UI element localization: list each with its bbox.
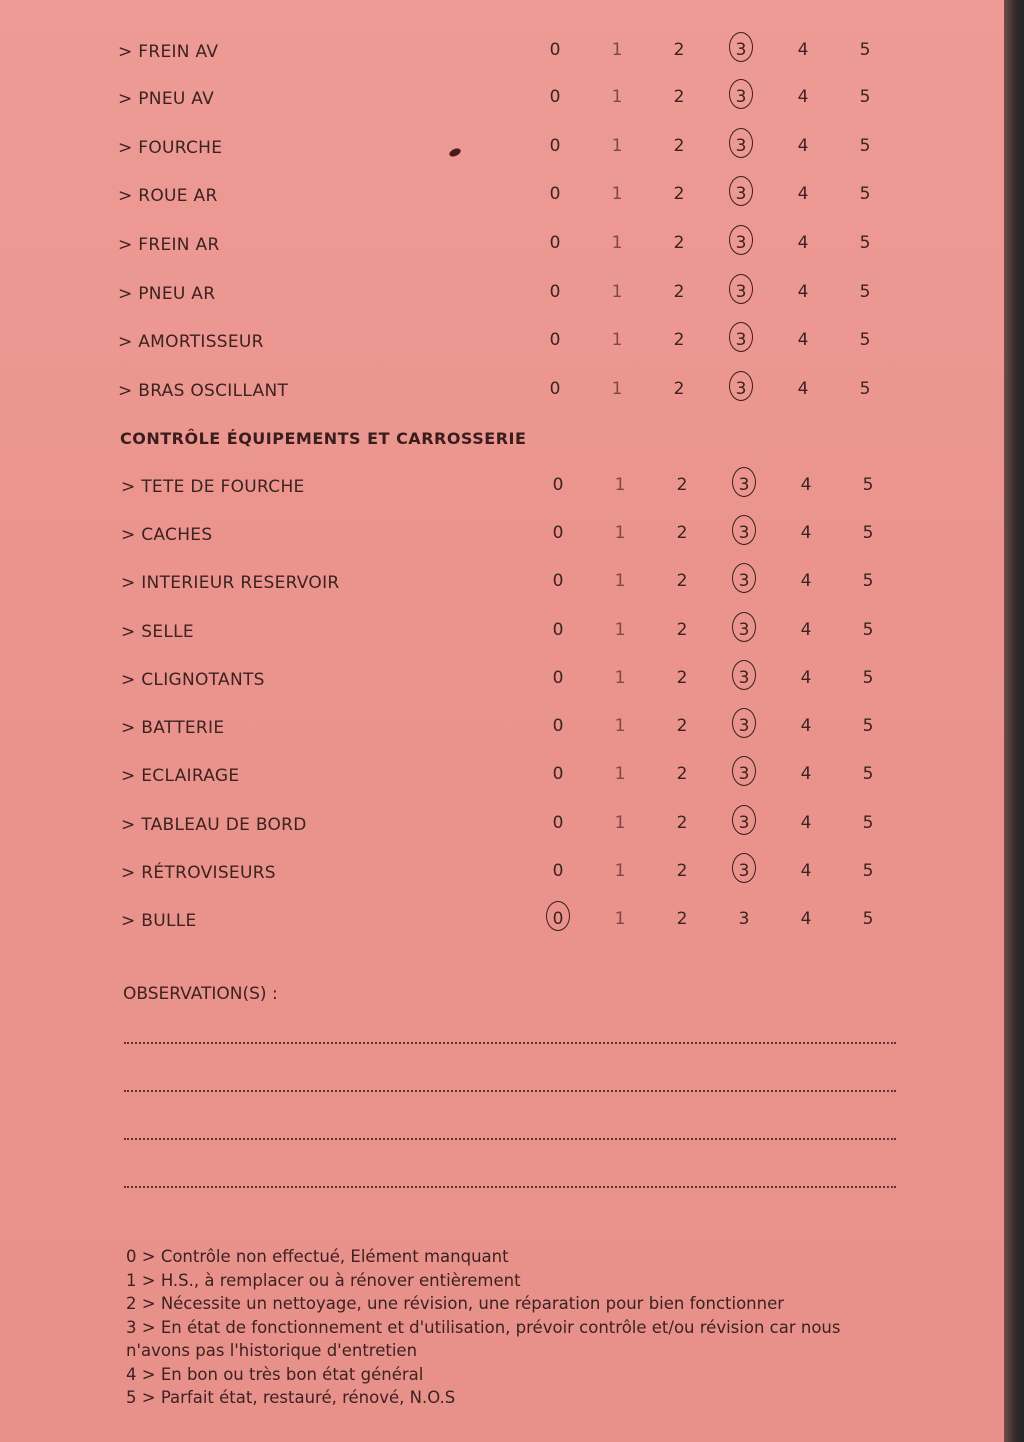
score-value: 4 — [800, 861, 812, 881]
score-value: 4 — [800, 909, 812, 929]
score-option-3[interactable] — [734, 475, 754, 495]
checklist-row — [0, 477, 1004, 517]
score-option-5[interactable] — [858, 571, 878, 591]
score-option-0[interactable] — [548, 523, 568, 543]
observation-line[interactable] — [124, 1186, 896, 1188]
score-option-1[interactable] — [610, 571, 630, 591]
checklist-row — [0, 815, 1004, 855]
checklist-row — [0, 863, 1004, 903]
score-value: 2 — [676, 813, 688, 833]
score-value: 4 — [797, 233, 809, 253]
selected-circle — [732, 756, 756, 786]
score-option-0[interactable] — [545, 233, 565, 253]
score-option-3[interactable] — [731, 87, 751, 107]
score-value: 4 — [800, 475, 812, 495]
score-option-1[interactable] — [607, 40, 627, 60]
score-option-1[interactable] — [610, 813, 630, 833]
score-value: 3 — [738, 571, 750, 591]
observation-line[interactable] — [124, 1042, 896, 1044]
selected-circle — [732, 660, 756, 690]
score-value: 3 — [738, 909, 750, 929]
score-option-0[interactable] — [548, 620, 568, 640]
score-option-4[interactable] — [793, 87, 813, 107]
score-value: 1 — [614, 571, 626, 591]
score-value: 2 — [676, 620, 688, 640]
checklist-row — [0, 718, 1004, 758]
score-option-4[interactable] — [793, 379, 813, 399]
score-value: 2 — [673, 136, 685, 156]
score-option-0[interactable] — [545, 136, 565, 156]
selected-circle — [729, 176, 753, 206]
score-value: 2 — [673, 330, 685, 350]
row-label: > FREIN AR — [118, 235, 220, 255]
score-value: 3 — [735, 40, 747, 60]
score-value: 0 — [552, 668, 564, 688]
score-value: 5 — [862, 571, 874, 591]
checklist-row — [0, 766, 1004, 806]
score-value: 5 — [862, 813, 874, 833]
score-option-0[interactable] — [548, 813, 568, 833]
observation-line[interactable] — [124, 1138, 896, 1140]
score-value: 1 — [614, 861, 626, 881]
score-value: 3 — [735, 330, 747, 350]
score-option-0[interactable] — [548, 475, 568, 495]
score-option-5[interactable] — [855, 136, 875, 156]
score-value: 5 — [862, 861, 874, 881]
score-option-2[interactable] — [669, 233, 689, 253]
score-value: 3 — [735, 379, 747, 399]
scale-legend — [126, 1245, 896, 1410]
score-option-2[interactable] — [669, 379, 689, 399]
legend-item-0: 0 > Contrôle non effectué, Elément manquant — [126, 1247, 509, 1266]
score-value: 1 — [611, 184, 623, 204]
score-value: 5 — [859, 379, 871, 399]
score-option-2[interactable] — [669, 40, 689, 60]
score-option-2[interactable] — [669, 184, 689, 204]
score-option-5[interactable] — [855, 379, 875, 399]
score-value: 2 — [676, 764, 688, 784]
score-option-2[interactable] — [672, 861, 692, 881]
score-value: 0 — [549, 40, 561, 60]
score-value: 4 — [797, 330, 809, 350]
selected-circle — [732, 467, 756, 497]
score-option-4[interactable] — [793, 233, 813, 253]
score-option-3[interactable] — [731, 184, 751, 204]
selected-circle — [729, 322, 753, 352]
observations-label: OBSERVATION(S) : — [123, 984, 278, 1004]
score-value: 5 — [859, 136, 871, 156]
score-option-4[interactable] — [796, 475, 816, 495]
score-value: 1 — [614, 620, 626, 640]
score-option-0[interactable] — [545, 379, 565, 399]
row-label: > RÉTROVISEURS — [121, 863, 276, 883]
score-value: 5 — [859, 40, 871, 60]
score-value: 2 — [673, 87, 685, 107]
score-value: 3 — [735, 282, 747, 302]
selected-circle — [732, 515, 756, 545]
score-value: 3 — [735, 184, 747, 204]
score-option-1[interactable] — [610, 475, 630, 495]
score-value: 2 — [676, 861, 688, 881]
checklist-row — [0, 332, 1004, 372]
score-option-5[interactable] — [855, 233, 875, 253]
score-value: 3 — [735, 233, 747, 253]
score-value: 5 — [862, 523, 874, 543]
score-value: 3 — [738, 861, 750, 881]
score-option-1[interactable] — [610, 909, 630, 929]
score-value: 0 — [549, 136, 561, 156]
score-value: 4 — [800, 764, 812, 784]
row-label: > ECLAIRAGE — [121, 766, 240, 786]
row-label: > PNEU AV — [118, 89, 215, 109]
checklist-row — [0, 42, 1004, 82]
score-value: 3 — [738, 523, 750, 543]
score-option-5[interactable] — [858, 668, 878, 688]
score-option-5[interactable] — [855, 330, 875, 350]
score-value: 5 — [859, 330, 871, 350]
row-label: > FOURCHE — [118, 138, 223, 158]
score-value: 3 — [735, 136, 747, 156]
score-value: 2 — [673, 40, 685, 60]
row-label: > INTERIEUR RESERVOIR — [121, 573, 340, 593]
score-value: 0 — [552, 620, 564, 640]
score-option-3[interactable] — [731, 330, 751, 350]
row-label: > FREIN AV — [118, 42, 219, 62]
score-value: 5 — [859, 87, 871, 107]
score-option-4[interactable] — [793, 136, 813, 156]
score-option-5[interactable] — [855, 184, 875, 204]
score-value: 3 — [735, 87, 747, 107]
score-option-5[interactable] — [858, 813, 878, 833]
checklist-row — [0, 573, 1004, 613]
score-option-5[interactable] — [858, 764, 878, 784]
score-option-3[interactable] — [731, 233, 751, 253]
score-option-5[interactable] — [858, 523, 878, 543]
score-value: 0 — [552, 475, 564, 495]
score-value: 2 — [673, 282, 685, 302]
score-option-2[interactable] — [669, 330, 689, 350]
score-option-2[interactable] — [672, 523, 692, 543]
score-option-4[interactable] — [796, 668, 816, 688]
score-value: 5 — [862, 764, 874, 784]
score-value: 2 — [676, 523, 688, 543]
score-value: 0 — [549, 379, 561, 399]
score-value: 4 — [797, 136, 809, 156]
score-option-4[interactable] — [793, 40, 813, 60]
score-value: 4 — [800, 571, 812, 591]
score-value: 1 — [614, 716, 626, 736]
score-option-0[interactable] — [548, 764, 568, 784]
score-option-2[interactable] — [669, 282, 689, 302]
score-option-0[interactable] — [545, 87, 565, 107]
score-value: 0 — [552, 523, 564, 543]
score-option-0[interactable] — [548, 716, 568, 736]
score-option-3[interactable] — [731, 282, 751, 302]
score-value: 0 — [552, 813, 564, 833]
row-label: > BULLE — [121, 911, 197, 931]
checklist-row — [0, 186, 1004, 226]
score-value: 4 — [800, 523, 812, 543]
score-value: 4 — [800, 813, 812, 833]
score-option-5[interactable] — [858, 475, 878, 495]
selected-circle — [732, 612, 756, 642]
score-value: 3 — [738, 813, 750, 833]
score-value: 1 — [611, 330, 623, 350]
score-option-2[interactable] — [672, 571, 692, 591]
selected-circle — [729, 128, 753, 158]
score-option-1[interactable] — [607, 136, 627, 156]
score-value: 3 — [738, 716, 750, 736]
section-title: CONTRÔLE ÉQUIPEMENTS ET CARROSSERIE — [120, 429, 527, 448]
checklist-row — [0, 622, 1004, 662]
score-option-1[interactable] — [610, 620, 630, 640]
score-value: 5 — [862, 909, 874, 929]
row-label: > SELLE — [121, 622, 194, 642]
score-option-5[interactable] — [855, 87, 875, 107]
score-option-4[interactable] — [796, 620, 816, 640]
row-label: > AMORTISSEUR — [118, 332, 264, 352]
score-value: 4 — [797, 379, 809, 399]
score-option-2[interactable] — [669, 136, 689, 156]
legend-item-3: 3 > En état de fonctionnement et d'utilisation, prévoir contrôle et/ou révision car nous n'avons pas l'historique d'entretien — [126, 1317, 841, 1360]
score-option-5[interactable] — [858, 716, 878, 736]
selected-circle — [729, 79, 753, 109]
score-value: 3 — [738, 620, 750, 640]
selected-circle — [729, 274, 753, 304]
selected-circle — [729, 32, 753, 62]
score-option-2[interactable] — [672, 764, 692, 784]
score-option-2[interactable] — [672, 909, 692, 929]
score-value: 0 — [549, 184, 561, 204]
score-option-3[interactable] — [734, 813, 754, 833]
score-option-3[interactable] — [731, 40, 751, 60]
legend-item-2: 2 > Nécessite un nettoyage, une révision, une réparation pour bien fonctionner — [126, 1294, 785, 1313]
row-label: > TABLEAU DE BORD — [121, 815, 307, 835]
score-value: 1 — [611, 282, 623, 302]
score-option-0[interactable] — [548, 668, 568, 688]
score-value: 1 — [611, 233, 623, 253]
score-option-4[interactable] — [793, 330, 813, 350]
score-value: 2 — [673, 379, 685, 399]
score-option-3[interactable] — [731, 379, 751, 399]
score-value: 0 — [549, 282, 561, 302]
score-option-2[interactable] — [672, 668, 692, 688]
score-option-1[interactable] — [607, 379, 627, 399]
checklist-row — [0, 911, 1004, 951]
score-value: 4 — [797, 184, 809, 204]
score-value: 5 — [862, 668, 874, 688]
score-value: 5 — [862, 620, 874, 640]
score-value: 0 — [549, 233, 561, 253]
score-value: 4 — [797, 40, 809, 60]
score-value: 1 — [611, 40, 623, 60]
row-label: > PNEU AR — [118, 284, 216, 304]
score-value: 3 — [738, 668, 750, 688]
score-option-5[interactable] — [855, 40, 875, 60]
score-value: 1 — [614, 523, 626, 543]
score-option-5[interactable] — [855, 282, 875, 302]
row-label: > TETE DE FOURCHE — [121, 477, 305, 497]
score-option-0[interactable] — [545, 40, 565, 60]
score-value: 0 — [552, 716, 564, 736]
score-option-4[interactable] — [796, 571, 816, 591]
checklist-row — [0, 381, 1004, 421]
score-option-1[interactable] — [610, 716, 630, 736]
selected-circle — [729, 371, 753, 401]
score-option-4[interactable] — [796, 861, 816, 881]
score-option-3[interactable] — [734, 668, 754, 688]
score-option-3[interactable] — [734, 764, 754, 784]
score-option-5[interactable] — [858, 861, 878, 881]
selected-circle — [732, 708, 756, 738]
score-value: 4 — [800, 716, 812, 736]
legend-item-5: 5 > Parfait état, restauré, rénové, N.O.S — [126, 1388, 456, 1407]
score-option-4[interactable] — [796, 523, 816, 543]
legend-item-1: 1 > H.S., à remplacer ou à rénover entièrement — [126, 1270, 521, 1290]
score-value: 0 — [549, 87, 561, 107]
checklist-row — [0, 89, 1004, 129]
score-value: 0 — [552, 861, 564, 881]
checklist-row — [0, 525, 1004, 565]
score-value: 4 — [797, 87, 809, 107]
selected-circle — [732, 805, 756, 835]
score-option-4[interactable] — [793, 282, 813, 302]
score-option-4[interactable] — [796, 909, 816, 929]
score-option-3[interactable] — [734, 909, 754, 929]
score-value: 1 — [614, 668, 626, 688]
score-option-3[interactable] — [734, 620, 754, 640]
row-label: > BRAS OSCILLANT — [118, 381, 289, 401]
score-value: 2 — [673, 233, 685, 253]
score-value: 4 — [797, 282, 809, 302]
row-label: > CLIGNOTANTS — [121, 670, 265, 690]
score-value: 1 — [614, 475, 626, 495]
score-value: 0 — [549, 330, 561, 350]
score-option-2[interactable] — [672, 620, 692, 640]
checklist-row — [0, 138, 1004, 178]
score-option-2[interactable] — [672, 813, 692, 833]
score-option-0[interactable] — [548, 571, 568, 591]
score-value: 4 — [800, 620, 812, 640]
observation-line[interactable] — [124, 1090, 896, 1092]
score-option-1[interactable] — [610, 861, 630, 881]
score-value: 2 — [673, 184, 685, 204]
score-value: 5 — [862, 475, 874, 495]
score-option-0[interactable] — [545, 282, 565, 302]
score-value: 2 — [676, 668, 688, 688]
selected-circle — [729, 225, 753, 255]
score-option-1[interactable] — [610, 523, 630, 543]
score-value: 1 — [611, 87, 623, 107]
score-option-3[interactable] — [731, 136, 751, 156]
score-value: 1 — [614, 764, 626, 784]
score-option-1[interactable] — [607, 87, 627, 107]
selected-circle — [732, 563, 756, 593]
score-option-3[interactable] — [734, 716, 754, 736]
score-option-0[interactable] — [545, 184, 565, 204]
score-value: 5 — [859, 233, 871, 253]
score-option-5[interactable] — [858, 620, 878, 640]
score-option-1[interactable] — [607, 282, 627, 302]
score-value: 5 — [859, 282, 871, 302]
row-label: > CACHES — [121, 525, 213, 545]
row-label: > ROUE AR — [118, 186, 218, 206]
score-option-0[interactable] — [545, 330, 565, 350]
selected-circle — [546, 901, 570, 931]
score-option-3[interactable] — [734, 523, 754, 543]
score-value: 2 — [676, 475, 688, 495]
score-option-1[interactable] — [607, 184, 627, 204]
score-option-2[interactable] — [672, 716, 692, 736]
score-option-1[interactable] — [607, 330, 627, 350]
score-option-1[interactable] — [610, 764, 630, 784]
score-value: 2 — [676, 571, 688, 591]
score-option-5[interactable] — [858, 909, 878, 929]
legend-item-4: 4 > En bon ou très bon état général — [126, 1364, 424, 1384]
score-value: 2 — [676, 716, 688, 736]
score-value: 5 — [862, 716, 874, 736]
score-value: 1 — [611, 136, 623, 156]
score-value: 0 — [552, 909, 564, 929]
checklist-row — [0, 235, 1004, 275]
score-value: 3 — [738, 764, 750, 784]
score-option-2[interactable] — [669, 87, 689, 107]
score-option-1[interactable] — [607, 233, 627, 253]
score-value: 5 — [859, 184, 871, 204]
score-value: 1 — [614, 909, 626, 929]
row-label: > BATTERIE — [121, 718, 225, 738]
page-edge-shadow — [1004, 0, 1024, 1442]
score-option-4[interactable] — [796, 813, 816, 833]
score-option-3[interactable] — [734, 861, 754, 881]
checklist-row — [0, 670, 1004, 710]
selected-circle — [732, 853, 756, 883]
score-value: 1 — [611, 379, 623, 399]
checklist-row — [0, 284, 1004, 324]
score-option-0[interactable] — [548, 861, 568, 881]
score-option-4[interactable] — [796, 764, 816, 784]
score-value: 1 — [614, 813, 626, 833]
score-value: 0 — [552, 764, 564, 784]
score-option-1[interactable] — [610, 668, 630, 688]
score-option-4[interactable] — [793, 184, 813, 204]
score-value: 2 — [676, 909, 688, 929]
score-option-4[interactable] — [796, 716, 816, 736]
score-value: 3 — [738, 475, 750, 495]
score-option-0[interactable] — [548, 909, 568, 929]
score-value: 4 — [800, 668, 812, 688]
score-option-3[interactable] — [734, 571, 754, 591]
score-value: 0 — [552, 571, 564, 591]
score-option-2[interactable] — [672, 475, 692, 495]
